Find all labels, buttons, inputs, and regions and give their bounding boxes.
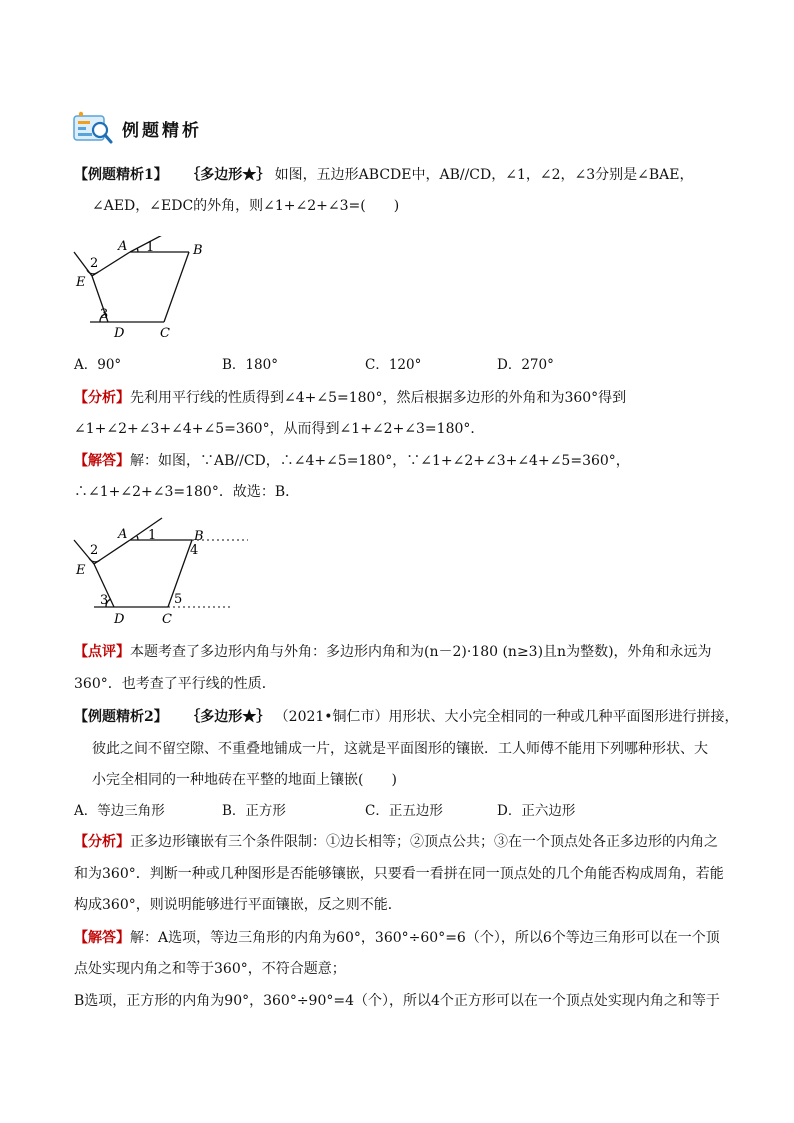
example1-choice-d: D．270° <box>497 357 554 373</box>
example1-answer-line2: ∴∠1+∠2+∠3=180°．故选：B． <box>74 484 300 500</box>
fig2-label-d: D <box>114 612 125 627</box>
fig1-label-2: 2 <box>90 256 99 271</box>
example1-review-text1: 本题考查了多边形内角与外角：多边形内角和为(n－2)·180 (n≥3)且n为整数)，外角和永远为 <box>130 644 712 660</box>
fig1-label-e: E <box>76 275 86 290</box>
fig2-label-4: 4 <box>190 543 199 558</box>
example1-analysis-line1 <box>74 388 626 408</box>
example2-text-line3: 小完全相同的一种地砖在平整的地面上镶嵌( ) <box>92 772 397 788</box>
example2-answer-text1: 解：A选项，等边三角形的内角为60°，360°÷60°=6（个），所以6个等边三角形可以在一个顶 <box>130 930 720 946</box>
example1-choice-b: B．180° <box>222 357 278 373</box>
example2-answer-line1 <box>74 928 720 948</box>
example2-analysis-tag: 【分析】 <box>74 834 130 850</box>
example2-choice-c: C．正五边形 <box>365 803 443 819</box>
example1-text-line2: ∠AED，∠EDC的外角，则∠1+∠2+∠3=( ) <box>92 198 400 214</box>
example2-choice-b: B．正方形 <box>222 803 286 819</box>
fig2-label-e: E <box>76 563 86 578</box>
example1-review-line2: 360°．也考查了平行线的性质． <box>74 676 276 692</box>
fig1-label-c: C <box>160 326 170 341</box>
fig2-label-5: 5 <box>174 592 183 607</box>
example1-choice-c: C．120° <box>365 357 422 373</box>
example1-review-tag: 【点评】 <box>74 644 130 660</box>
example2-question-line1 <box>74 707 739 727</box>
example1-label: 【例题精析1】 <box>74 167 168 183</box>
fig2-label-c: C <box>162 612 172 627</box>
fig1-label-3: 3 <box>100 307 109 322</box>
example2-analysis-line1 <box>74 832 718 852</box>
fig2-label-1: 1 <box>148 528 157 543</box>
fig1-label-d: D <box>114 326 125 341</box>
example2-text-line1: （2021•铜仁市）用形状、大小完全相同的一种或几种平面图形进行拼接， <box>274 709 739 725</box>
example1-choice-a: A．90° <box>74 357 122 373</box>
section-header <box>72 110 202 146</box>
example2-analysis-text1: 正多边形镶嵌有三个条件限制：①边长相等；②顶点公共；③在一个顶点处各正多边形的内角之 <box>130 834 718 850</box>
example2-tag: ｛多边形★｝ <box>186 709 271 725</box>
example2-answer-tag: 【解答】 <box>74 930 130 946</box>
example1-analysis-text1: 先利用平行线的性质得到∠4+∠5=180°，然后根据多边形的外角和为360°得到 <box>130 390 627 406</box>
example1-review-line1 <box>74 642 712 662</box>
example1-question-line1 <box>74 165 694 185</box>
fig2-label-2: 2 <box>90 543 99 558</box>
magnifier-chart-icon <box>72 110 114 146</box>
example1-answer-text1: 解：如图，∵AB//CD，∴∠4+∠5=180°，∵∠1+∠2+∠3+∠4+∠5=360°， <box>130 453 630 469</box>
example2-answer-line3: B选项，正方形的内角为90°，360°÷90°=4（个），所以4个正方形可以在一个顶点处实现内角之和等于 <box>74 993 720 1009</box>
example1-answer-tag: 【解答】 <box>74 453 130 469</box>
example2-analysis-line2: 和为360°．判断一种或几种图形是否能够镶嵌，只要看一看拼在同一顶点处的几个角能否构成周角，若能 <box>74 866 724 882</box>
example1-text-line1: 如图，五边形ABCDE中，AB//CD，∠1，∠2，∠3分别是∠BAE， <box>274 167 694 183</box>
pentagon-figure-2 <box>70 516 250 628</box>
example1-analysis-tag: 【分析】 <box>74 390 130 406</box>
fig2-label-b: B <box>194 529 204 544</box>
example1-analysis-line2: ∠1+∠2+∠3+∠4+∠5=360°，从而得到∠1+∠2+∠3=180°． <box>74 421 485 437</box>
example1-tag: ｛多边形★｝ <box>186 167 271 183</box>
example2-analysis-line3: 构成360°，则说明能够进行平面镶嵌，反之则不能． <box>74 897 402 913</box>
fig2-label-3: 3 <box>100 593 109 608</box>
fig1-label-a: A <box>118 239 128 254</box>
example2-choice-a: A．等边三角形 <box>74 803 165 819</box>
section-title: 例题精析 <box>122 120 202 141</box>
fig1-label-b: B <box>193 243 203 258</box>
example2-choice-d: D．正六边形 <box>497 803 576 819</box>
example2-text-line2: 彼此之间不留空隙、不重叠地铺成一片，这就是平面图形的镶嵌．工人师傅不能用下列哪种形状、大 <box>92 741 708 757</box>
pentagon-figure-1 <box>70 236 210 342</box>
example1-answer-line1 <box>74 451 630 471</box>
example2-label: 【例题精析2】 <box>74 709 168 725</box>
fig2-label-a: A <box>118 527 128 542</box>
fig1-label-1: 1 <box>146 240 155 255</box>
example2-answer-line2: 点处实现内角之和等于360°，不符合题意； <box>74 961 346 977</box>
